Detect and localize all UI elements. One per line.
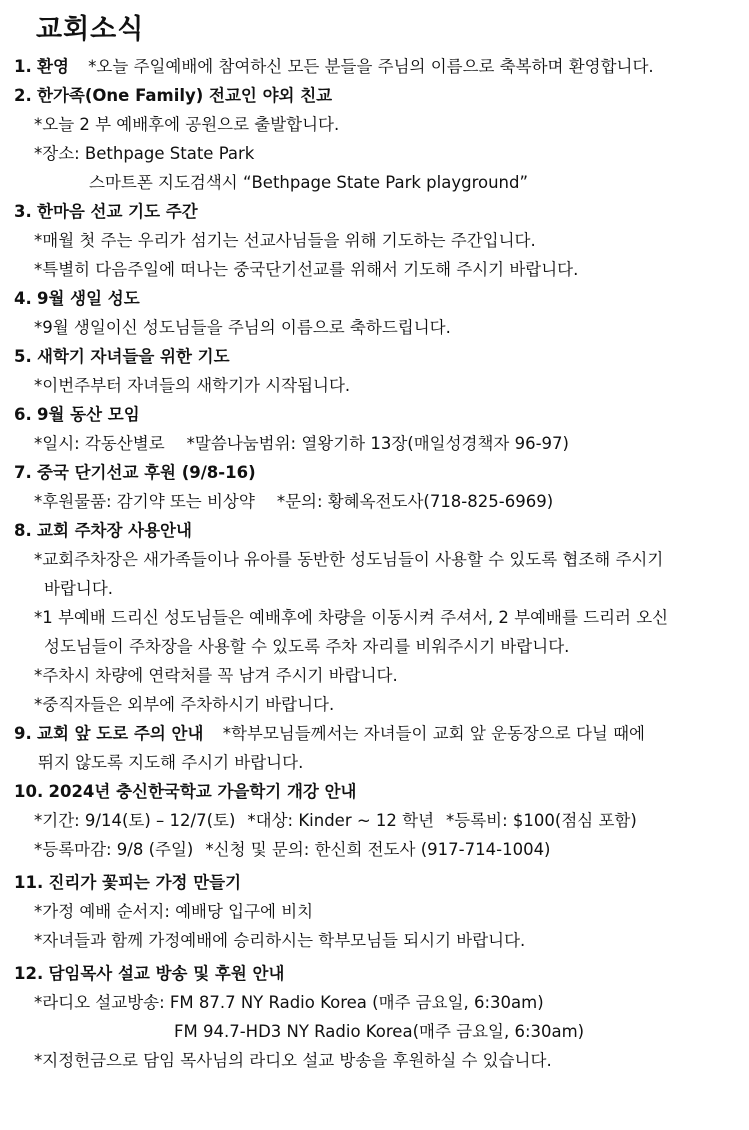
- section-header: [14, 777, 729, 806]
- section-number: 6.: [14, 405, 32, 424]
- section-header: [14, 81, 729, 110]
- section-header: [14, 284, 729, 313]
- page-title: 교회소식: [36, 14, 145, 45]
- section-header: [14, 197, 729, 226]
- section-line-part: *말씀나눔범위: 열왕기하 13장(매일성경책자 96-97): [186, 434, 569, 453]
- section-line: *1 부예배 드리신 성도님들은 예배후에 차량을 이동시켜 주셔서, 2 부예배를 드리러 오신: [34, 608, 669, 627]
- section-number: 7.: [14, 463, 32, 482]
- section-inline-note: *학부모님들께서는 자녀들이 교회 앞 운동장으로 다닐 때에: [222, 724, 645, 743]
- section-number: 5.: [14, 347, 32, 366]
- section-line: *지정헌금으로 담임 목사님의 라디오 설교 방송을 후원하실 수 있습니다.: [34, 1051, 552, 1070]
- section-heading: 중국 단기선교 후원 (9/8-16): [37, 463, 256, 482]
- section-garden-meeting: [14, 400, 729, 458]
- section-line: [14, 835, 729, 864]
- section-one-family-picnic: [14, 81, 729, 197]
- section-heading: 9월 동산 모임: [37, 405, 140, 424]
- section-line: *이번주부터 자녀들의 새학기가 시작됩니다.: [34, 376, 351, 395]
- section-line-part: *후원물품: 감기약 또는 비상약: [34, 492, 255, 511]
- section-line: 바랍니다.: [44, 579, 114, 598]
- section-line: *오늘 2 부 예배후에 공원으로 출발합니다.: [34, 115, 340, 134]
- section-heading: 담임목사 설교 방송 및 후원 안내: [48, 964, 285, 983]
- section-line: [14, 429, 729, 458]
- section-inline-note: *오늘 주일예배에 참여하신 모든 분들을 주님의 이름으로 축복하며 환영합니다.: [88, 57, 654, 76]
- section-number: 1.: [14, 57, 32, 76]
- section-line: FM 94.7-HD3 NY Radio Korea(매주 금요일, 6:30am): [174, 1022, 585, 1041]
- section-line: 뛰지 않도록 지도해 주시기 바랍니다.: [38, 753, 304, 772]
- section-mission-prayer-week: [14, 197, 729, 284]
- section-header: [14, 458, 729, 487]
- section-line-part: *기간: 9/14(토) – 12/7(토): [34, 811, 236, 830]
- section-header: [14, 868, 729, 897]
- section-line-part: *등록마감: 9/8 (주일): [34, 840, 194, 859]
- section-number: 2.: [14, 86, 32, 105]
- section-china-mission-support: [14, 458, 729, 516]
- section-line: 스마트폰 지도검색시 “Bethpage State Park playground”: [89, 173, 529, 192]
- section-line-part: *등록비: $100(점심 포함): [446, 811, 637, 830]
- section-header: [14, 400, 729, 429]
- section-line: *9월 생일이신 성도님들을 주님의 이름으로 축하드립니다.: [34, 318, 451, 337]
- section-heading: 9월 생일 성도: [37, 289, 140, 308]
- section-parking-guide: [14, 516, 729, 719]
- section-line: 성도님들이 주차장을 사용할 수 있도록 주차 자리를 비워주시기 바랍니다.: [44, 637, 570, 656]
- section-family-worship: [14, 868, 729, 955]
- section-heading: 교회 앞 도로 주의 안내: [37, 724, 204, 743]
- section-line: *장소: Bethpage State Park: [34, 144, 255, 163]
- section-line: *주차시 차량에 연락처를 꼭 남겨 주시기 바랍니다.: [34, 666, 398, 685]
- section-heading: 한가족(One Family) 전교인 야외 친교: [37, 86, 333, 105]
- section-line-part: *신청 및 문의: 한신희 전도사 (917-714-1004): [205, 840, 551, 859]
- section-heading: 새학기 자녀들을 위한 기도: [37, 347, 230, 366]
- section-header: [14, 959, 729, 988]
- section-new-semester-prayer: [14, 342, 729, 400]
- section-number: 10.: [14, 782, 44, 801]
- section-welcome: [14, 52, 729, 81]
- section-header: [14, 52, 729, 81]
- section-number: 9.: [14, 724, 32, 743]
- section-number: 3.: [14, 202, 32, 221]
- section-line: *자녀들과 함께 가정예배에 승리하시는 학부모님들 되시기 바랍니다.: [34, 931, 526, 950]
- section-sermon-broadcast: [14, 959, 729, 1075]
- section-heading: 한마음 선교 기도 주간: [37, 202, 198, 221]
- section-number: 8.: [14, 521, 32, 540]
- section-line: [14, 487, 729, 516]
- section-heading: 2024년 충신한국학교 가을학기 개강 안내: [48, 782, 357, 801]
- section-number: 12.: [14, 964, 44, 983]
- section-header: [14, 516, 729, 545]
- section-birthdays: [14, 284, 729, 342]
- section-number: 11.: [14, 873, 44, 892]
- section-road-caution: [14, 719, 729, 777]
- section-line-part: *문의: 황혜옥전도사(718-825-6969): [276, 492, 554, 511]
- section-korean-school: [14, 777, 729, 864]
- section-line: *라디오 설교방송: FM 87.7 NY Radio Korea (매주 금요일, 6:30am): [34, 993, 544, 1012]
- section-heading: 진리가 꽃피는 가정 만들기: [48, 873, 242, 892]
- section-line: *가정 예배 순서지: 예배당 입구에 비치: [34, 902, 314, 921]
- section-line: *중직자들은 외부에 주차하시기 바랍니다.: [34, 695, 335, 714]
- section-line-part: *일시: 각동산별로: [34, 434, 165, 453]
- section-line-part: *대상: Kinder ~ 12 학년: [247, 811, 435, 830]
- section-header: [14, 342, 729, 371]
- section-line: *교회주차장은 새가족들이나 유아를 동반한 성도님들이 사용할 수 있도록 협조해 주시기: [34, 550, 664, 569]
- section-header: [14, 719, 729, 748]
- section-line: *특별히 다음주일에 떠나는 중국단기선교를 위해서 기도해 주시기 바랍니다.: [34, 260, 579, 279]
- section-line: [14, 806, 729, 835]
- section-number: 4.: [14, 289, 32, 308]
- section-heading: 교회 주차장 사용안내: [37, 521, 192, 540]
- section-heading: 환영: [37, 57, 69, 76]
- section-line: *매월 첫 주는 우리가 섬기는 선교사님들을 위해 기도하는 주간입니다.: [34, 231, 536, 250]
